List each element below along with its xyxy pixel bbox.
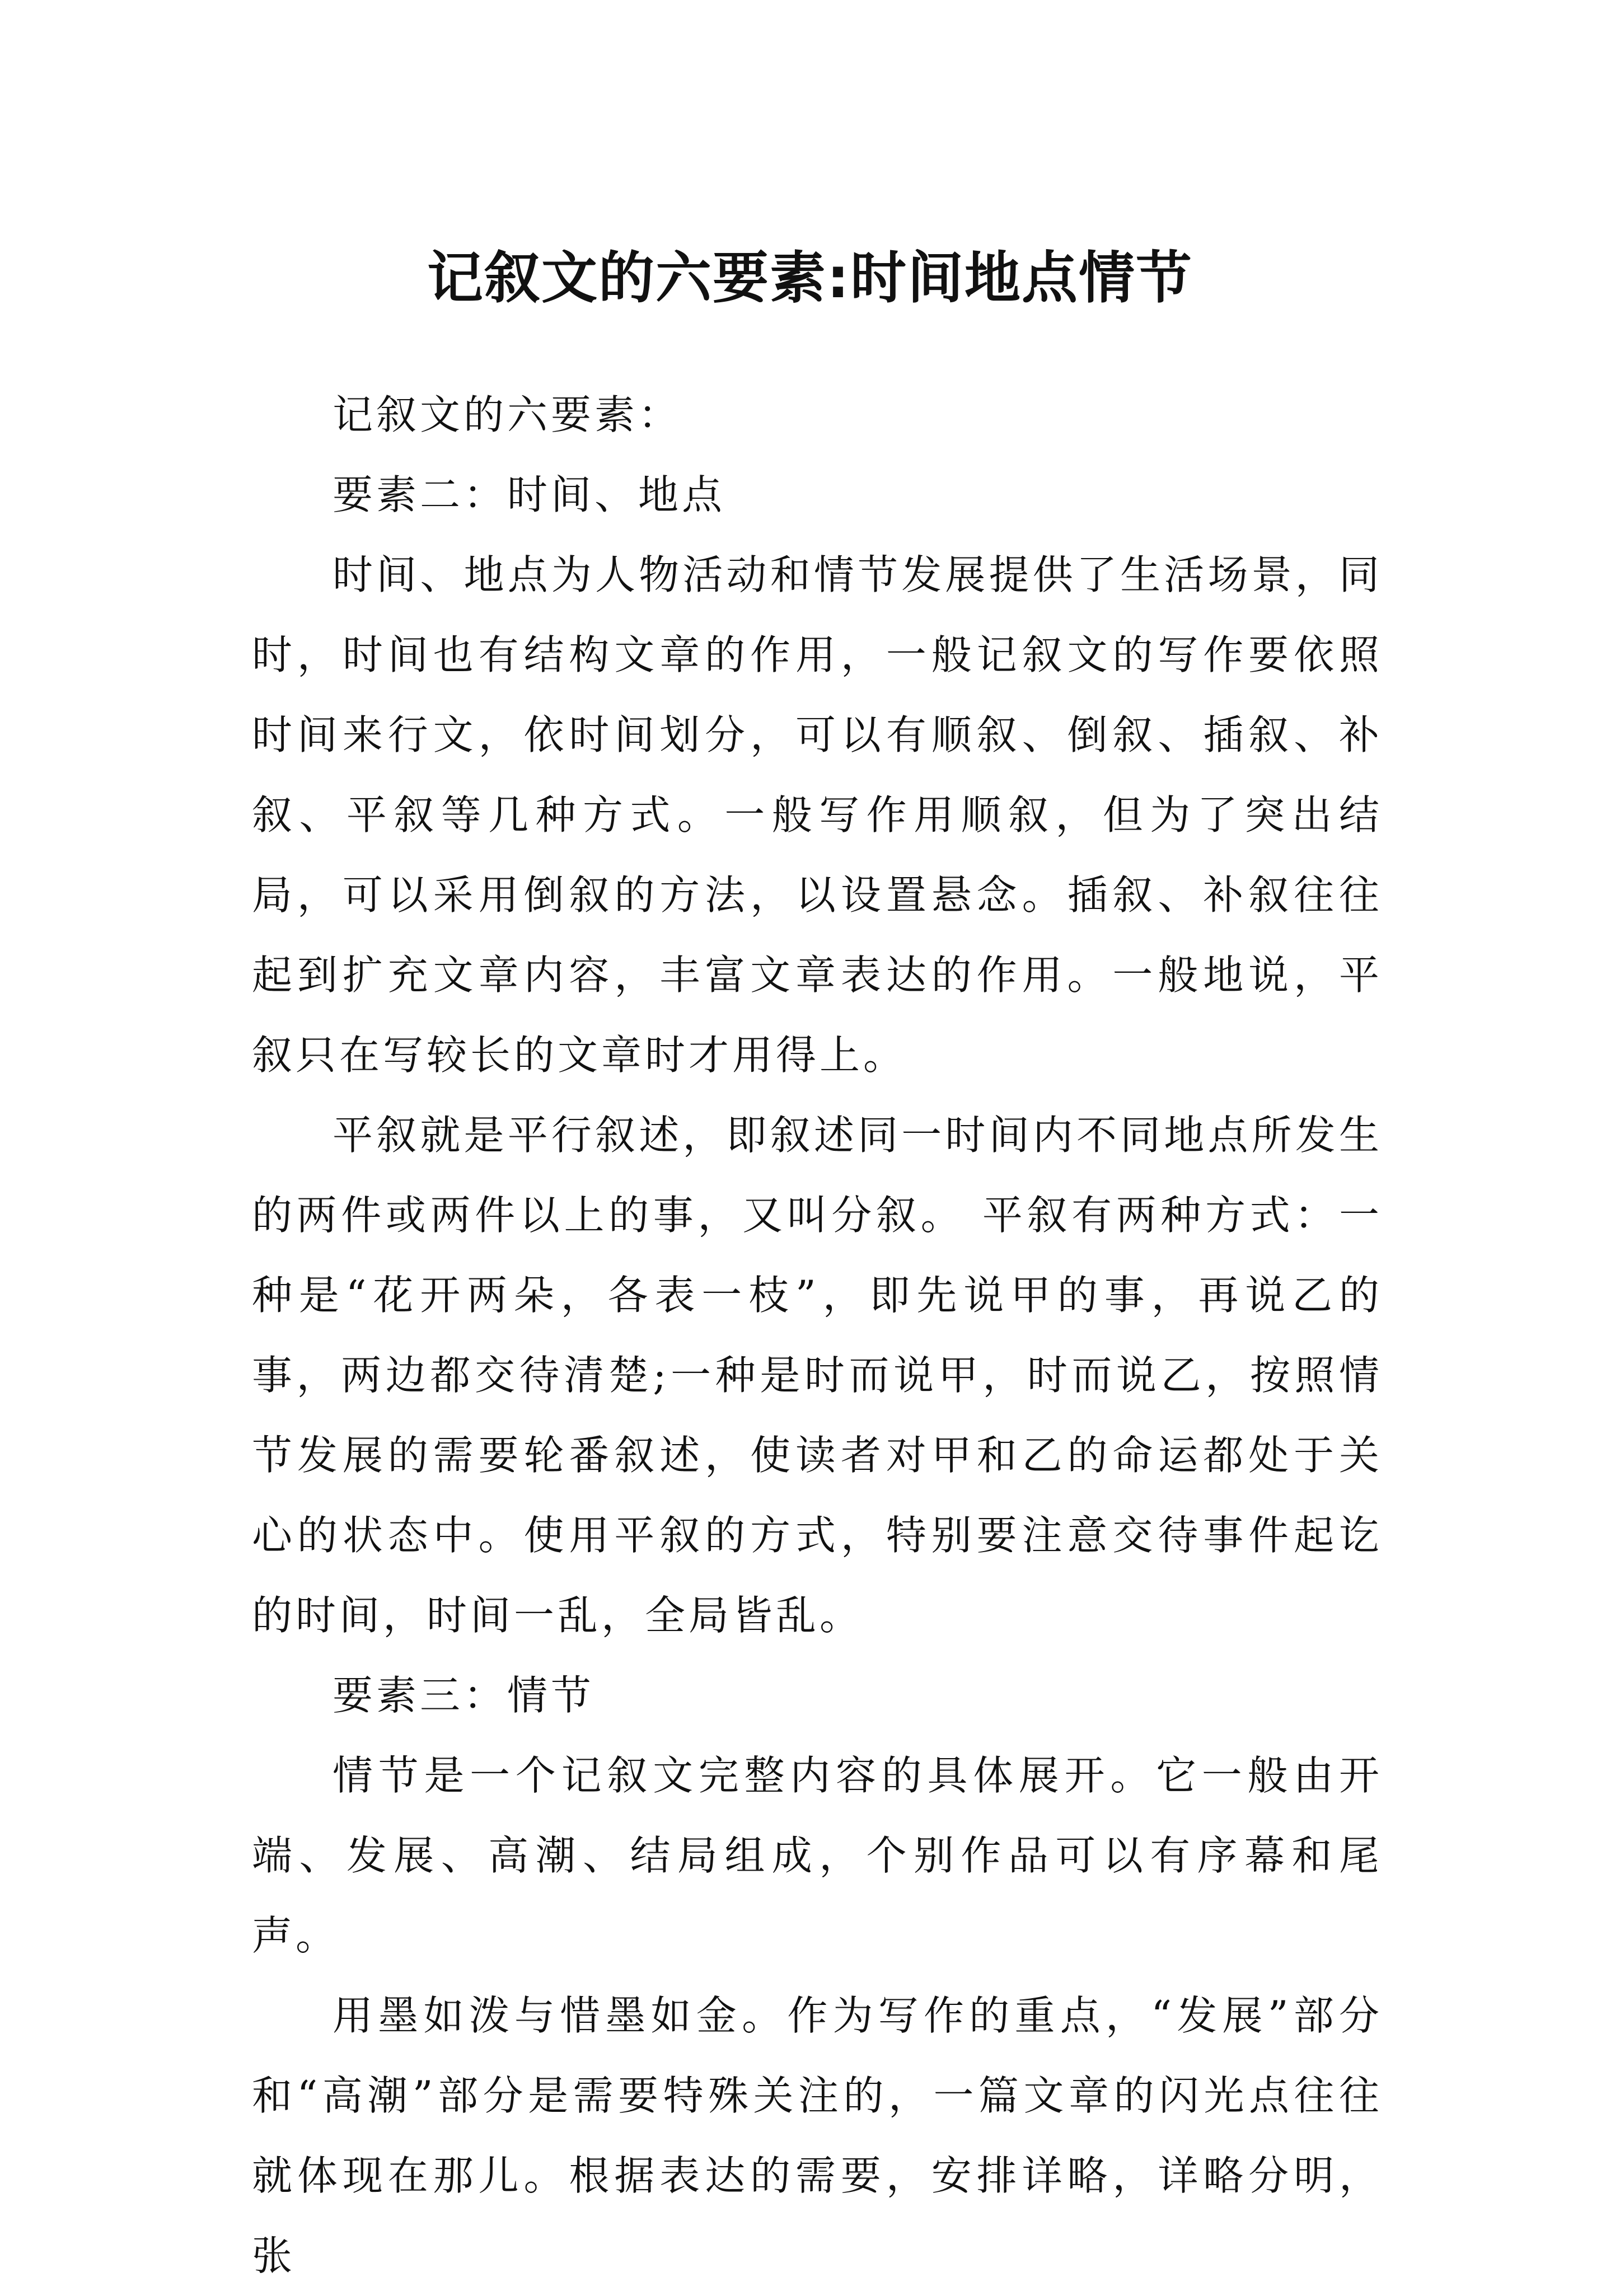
document-body — [252, 375, 1383, 2296]
paragraph-time-place: 时间、地点为人物活动和情节发展提供了生活场景，同时，时间也有结构文章的作用，一般记叙文的写作要依照时间来行文，依时间划分，可以有顺叙、倒叙、插叙、补叙、平叙等几种方式。一般写作用顺叙，但为了突出结局，可以采用倒叙的方法，以设置悬念。插叙、补叙往往起到扩充文章内容，丰富文章表达的作用。一般地说，平叙只在写较长的文章时才用得上。 — [252, 551, 1383, 1079]
intro-line: 记叙文的六要素： — [333, 391, 682, 438]
section-heading-plot: 要素三：情节 — [333, 1672, 595, 1719]
paragraph-parallel-narration: 平叙就是平行叙述，即叙述同一时间内不同地点所发生的两件或两件以上的事，又叫分叙。 平叙有两种方式：一种是“花开两朵，各表一枝”，即先说甲的事，再说乙的事，两边都交待清楚;一种是时而说甲，时而说乙，按照情节发展的需要轮番叙述，使读者对甲和乙的命运都处于关心的状态中。使用平叙的方式，特别要注意交待事件起讫的时间，时间一乱，全局皆乱。 — [252, 1112, 1383, 1639]
paragraph-ink-usage: 用墨如泼与惜墨如金。作为写作的重点，“发展”部分和“高潮”部分是需要特殊关注的，一篇文章的闪光点往往就体现在那儿。根据表达的需要，安排详略，详略分明，张 — [252, 1992, 1383, 2279]
paragraph-plot: 情节是一个记叙文完整内容的具体展开。它一般由开端、发展、高潮、结局组成，个别作品可以有序幕和尾声。 — [252, 1752, 1383, 1959]
section-heading-time-place: 要素二：时间、地点 — [333, 471, 726, 518]
document-title: 记叙文的六要素:时间地点情节 — [427, 245, 1193, 311]
